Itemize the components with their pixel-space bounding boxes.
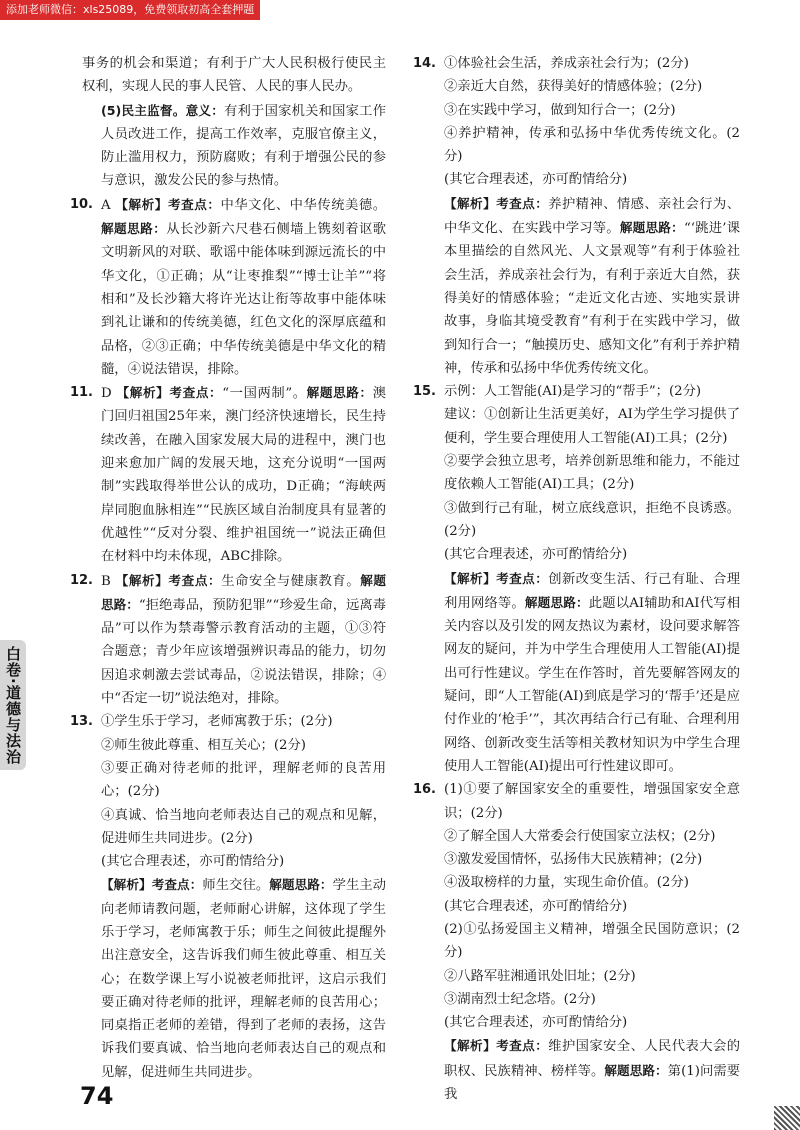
answer-point: 建议：①创新让生活更美好，AI为学生学习提供了便利，学生要合理使用人工智能(AI)工具；(2分): [444, 407, 740, 446]
answer-point: (其它合理表述，亦可酌情给分): [444, 1015, 628, 1031]
answer-point: ③要正确对待老师的批评，理解老师的良苦用心；(2分): [101, 760, 386, 800]
answer-point: (1)①要了解国家安全的重要性，增强国家安全意识；(2分): [444, 782, 740, 821]
promo-banner: 添加老师微信：xls25089，免费领取初高全套押题: [0, 0, 260, 20]
solution-text: 第(1)问需要我: [444, 1063, 740, 1103]
answer-point: (其它合理表述，亦可酌情给分): [444, 172, 628, 188]
question-15: [412, 380, 741, 778]
question-12-answer: B: [101, 573, 111, 589]
solution-text: “拒绝毒品，预防犯罪”“珍爱生命，远离毒品”可以作为禁毒警示教育活动的主题，①③符合题意；青少年应该增强辨识毒品的能力，切勿因追求刺激去尝试毒品，②说法错误，排除；④中“否定一切”说法绝对，排除。: [101, 597, 386, 707]
checkpoint-label: 考查点：: [496, 195, 549, 211]
checkpoint-text: “一国两制”。: [222, 386, 307, 402]
solution-label: 解题思路：: [101, 572, 387, 612]
item-5-heading: (5)民主监督。意义：: [101, 102, 225, 118]
analysis-label: 【解析】: [444, 570, 497, 586]
checkpoint-text: 中华文化、中华传统美德。: [220, 197, 387, 213]
solution-text: 澳门回归祖国25年来，澳门经济快速增长，民生持续改善，在融入国家发展大局的进程中，澳门也迎来愈加广阔的发展天地，这充分说明“一国两制”实践取得举世公认的成功，D正确；“海峡两岸同胞血脉相连”“民族区域自治制度具有显著的优越性”“反对分裂、维护祖国统一”说法正确但在材料中均未体现，ABC排除。: [101, 386, 387, 565]
corner-mark: [774, 1106, 800, 1130]
solution-label: 解题思路：: [604, 1062, 668, 1078]
question-13-number: 13.: [69, 714, 93, 730]
answer-point: ①学生乐于学习，老师寓教于乐；(2分): [101, 714, 333, 730]
checkpoint-label: 考查点：: [496, 570, 549, 586]
answer-point: ②八路军驻湘通讯处旧址；(2分): [444, 968, 636, 984]
analysis-label: 【解析】: [115, 196, 168, 212]
question-13: [69, 710, 387, 1084]
page-number: 74: [80, 1082, 114, 1110]
analysis-label: 【解析】: [444, 195, 497, 211]
analysis-label: 【解析】: [101, 877, 152, 893]
left-column: [69, 52, 387, 1084]
checkpoint-label: 考查点：: [168, 572, 222, 588]
right-column: [412, 52, 741, 1106]
solution-label: 解题思路：: [306, 385, 373, 401]
question-10: [69, 193, 387, 381]
analysis-label: 【解析】: [444, 1038, 497, 1054]
solution-label: 解题思路：: [619, 220, 684, 236]
solution-text: 从长沙新六尺巷石侧墙上镌刻着讴歌文明新风的对联、歌谣中能体味到源远流长的中华文化，①正确；从“让枣推梨”“博士让羊”“将相和”及长沙籍大将许光达让衔等故事中能体味到礼让谦和的传统美德，红色文化的深厚底蕴和品格，②③正确；中华传统美德是中华文化的精髓，④说法错误，排除。: [101, 222, 387, 377]
checkpoint-text: 生命安全与健康教育。: [221, 573, 361, 589]
question-10-number: 10.: [69, 196, 93, 212]
question-12-number: 12.: [69, 572, 93, 588]
solution-text: “‘跳进’课本里描绘的自然风光、人文景观等”有利于体验社会生活，养成亲社会行为，有利于亲近大自然，获得美好的情感体验；“走近文化古迹、实地实景讲故事，身临其境受教育”有利于在实践中学习，做到知行合一；“触摸历史、感知文化”有利于养护精神，传承和弘扬中华优秀传统文化。: [444, 221, 740, 376]
answer-point: ③在实践中学习，做到知行合一；(2分): [444, 102, 676, 118]
checkpoint-label: 考查点：: [496, 1038, 549, 1054]
solution-text: 此题以AI辅助和AI代写相关内容以及引发的网友热议为素材，设问要求解答网友的疑问，并为中学生合理使用人工智能(AI)提出可行性建议。学生在作答时，首先要解答网友的疑问，即“人工智能(AI)到底是学习的‘帮手’还是应付作业的‘枪手’”，其次再结合行己有耻、合理利用网络、创新改变生活等相关教材知识为中学生合理使用人工智能(AI)提出可行性建议即可。: [444, 595, 741, 774]
answer-point: ②要学会独立思考，培养创新思维和能力，不能过度依赖人工智能(AI)工具；(2分): [444, 454, 740, 493]
checkpoint-label: 考查点：: [151, 877, 203, 893]
question-15-number: 15.: [412, 384, 436, 400]
analysis-paragraph: [101, 873, 386, 1084]
question-16-number: 16.: [412, 782, 436, 798]
analysis-label: 【解析】: [115, 572, 169, 588]
analysis-paragraph: [444, 567, 740, 779]
analysis-label: 【解析】: [116, 385, 170, 401]
answer-point: ③激发爱国情怀，弘扬伟大民族精神；(2分): [444, 852, 703, 868]
checkpoint-text: 养护精神、情感、亲社会行为、中华文化、在实践中学习等。: [444, 196, 741, 237]
checkpoint-text: 创新改变生活、行己有耻、合理利用网络等。: [444, 571, 741, 611]
answer-point: ③湖南烈士纪念塔。(2分): [444, 991, 596, 1007]
subject-side-tab: 白卷·道德与法治: [0, 640, 26, 770]
checkpoint-text: 维护国家安全、人民代表大会的职权、民族精神、榜样等。: [444, 1039, 741, 1079]
item-5-body: 有利于国家机关和国家工作人员改进工作，提高工作效率，克服官僚主义，防止滥用权力，预防腐败；有利于增强公民的参与意识，激发公民的参与热情。: [101, 103, 387, 189]
solution-label: 解题思路：: [101, 221, 167, 237]
answer-point: ③做到行己有耻，树立底线意识，拒绝不良诱惑。(2分): [444, 500, 740, 539]
answer-point: (2)①弘扬爱国主义精神，增强全民国防意识；(2分): [444, 921, 740, 961]
answer-point: (其它合理表述，亦可酌情给分): [101, 854, 285, 870]
question-16: [412, 778, 741, 1106]
answer-point: ④养护精神，传承和弘扬中华优秀传统文化。(2分): [444, 125, 740, 165]
solution-label: 解题思路：: [524, 594, 589, 610]
checkpoint-label: 考查点：: [169, 385, 223, 401]
continued-paragraph: 事务的机会和渠道；有利于广大人民积极行使民主权利，实现人民的事人民管、人民的事人民办。: [82, 56, 386, 95]
question-11-number: 11.: [69, 385, 93, 401]
question-14-number: 14.: [412, 56, 436, 71]
question-14: [412, 52, 741, 380]
answer-point: ①体验社会生活，养成亲社会行为；(2分): [444, 56, 689, 71]
answer-point: ②师生彼此尊重、相互关心；(2分): [101, 737, 306, 753]
analysis-paragraph: [444, 1034, 740, 1106]
question-11-answer: D: [101, 386, 112, 402]
answer-point: 示例：人工智能(AI)是学习的“帮手”；(2分): [444, 384, 702, 400]
answer-point: ②了解全国人大常委会行使国家立法权；(2分): [444, 828, 716, 844]
answer-point: (其它合理表述，亦可酌情给分): [444, 547, 628, 563]
checkpoint-label: 考查点：: [167, 196, 221, 212]
answer-point: ④真诚、恰当地向老师表达自己的观点和见解，促进师生共同进步。(2分): [101, 807, 386, 846]
question-11: [69, 381, 387, 568]
question-10-answer: A: [101, 197, 111, 213]
analysis-paragraph: [444, 192, 740, 380]
solution-text: 学生主动向老师请教问题，老师耐心讲解，这体现了学生乐于学习，老师寓教于乐；师生之间彼此提醒外出注意安全，这告诉我们师生彼此尊重、相互关心；在数学课上写小说被老师批评，这启示我们要正确对待老师的批评，理解老师的良苦用心；同桌指正老师的差错，得到了老师的表扬，这告诉我们要真诚、恰当地向老师表达自己的观点和见解，促进师生共同进步。: [101, 878, 387, 1080]
solution-label: 解题思路：: [269, 877, 333, 893]
question-12: [69, 569, 387, 711]
checkpoint-text: 师生交往。: [202, 878, 270, 894]
answer-point: ②亲近大自然，获得美好的情感体验；(2分): [444, 79, 703, 95]
item-5-paragraph: [82, 99, 386, 193]
answer-point: ④汲取榜样的力量，实现生命价值。(2分): [444, 875, 689, 891]
answer-point: (其它合理表述，亦可酌情给分): [444, 898, 628, 914]
